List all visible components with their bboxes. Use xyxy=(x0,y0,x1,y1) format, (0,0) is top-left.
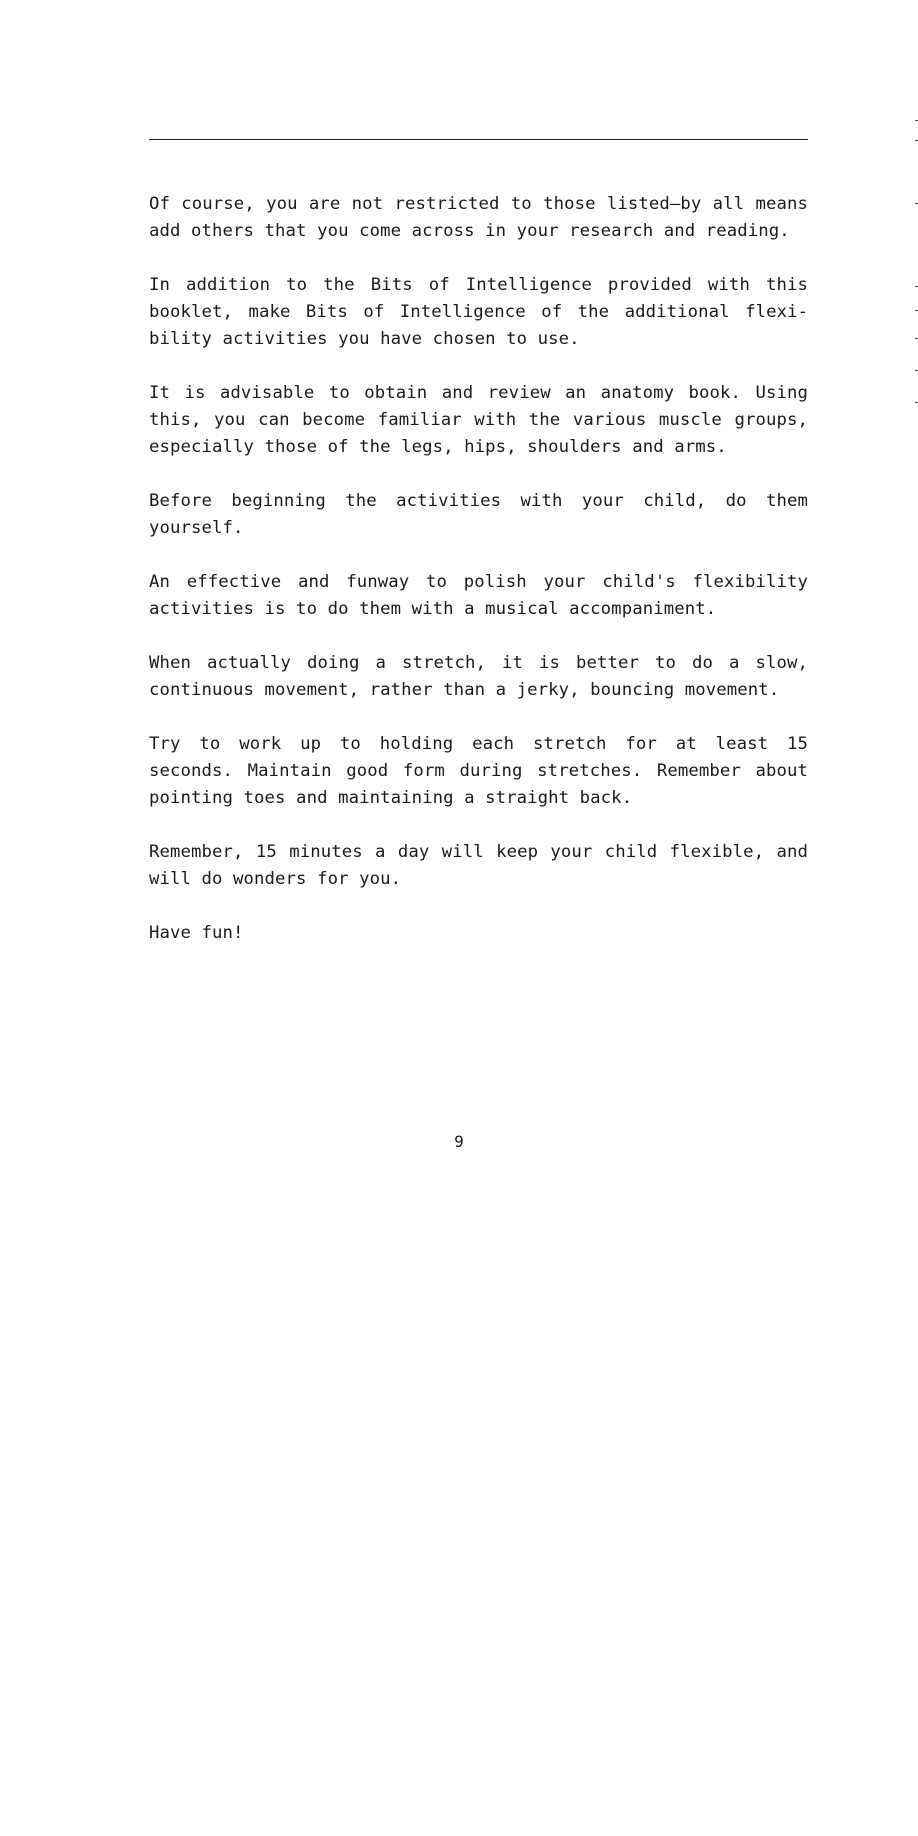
paragraph-hold-stretch: Try to work up to holding each stretch for at least 15 seconds. Maintain good form during stretches. Remember about pointing toes and maintaining a straight back. xyxy=(149,734,808,808)
paragraph-restrictions: Of course, you are not restricted to those listed—by all means add others that you come across in your research and reading. xyxy=(149,194,808,241)
body-text xyxy=(149,191,808,947)
paragraph-bits-of-intelligence: In addition to the Bits of Intelligence provided with this booklet, make Bits of Intelligence of the additional flexibility activities you have chosen to use. xyxy=(149,275,808,349)
paragraph-have-fun: Have fun! xyxy=(149,923,244,943)
paragraph-music: An effective and funway to polish your child's flexibility activities is to do them with a musical accompaniment. xyxy=(149,572,808,619)
paragraph-anatomy-book: It is advisable to obtain and review an anatomy book. Using this, you can become familiar with the various muscle groups, especially those of the legs, hips, shoulders and arms. xyxy=(149,383,808,457)
page-number: 9 xyxy=(454,1132,464,1151)
paragraph-stretch-movement: When actually doing a stretch, it is better to do a slow, continuous movement, rather than a jerky, bouncing movement. xyxy=(149,653,808,700)
paragraph-do-yourself: Before beginning the activities with your child, do them yourself. xyxy=(149,491,808,538)
header-rule xyxy=(149,139,808,140)
paragraph-fifteen-minutes: Remember, 15 minutes a day will keep your child flexible, and will do wonders for you. xyxy=(149,842,808,889)
scan-edge-marks xyxy=(910,100,918,420)
